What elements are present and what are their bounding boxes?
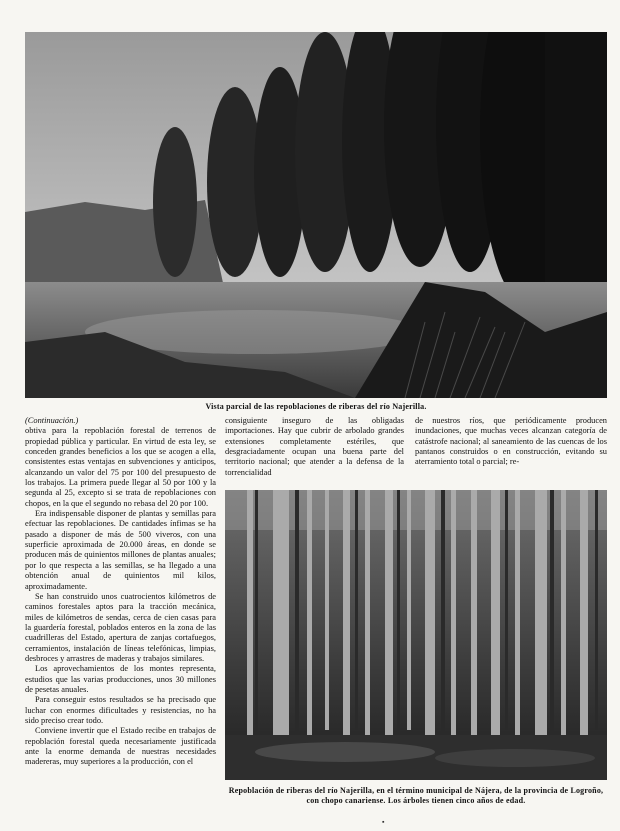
paragraph-text: obtiva para la repoblación forestal de terrenos de propiedad pública y particular. En virtud de esta ley, se conceden grandes beneficios a los que se acogen a ella, consistentes estas ventajas en subvenciones y anticipos, alcanzando un valor del 75 por 100 del presupuesto de los trabajos. La primera puede llegar al 50 por 100 y la segunda al 25, excepto si se trata de repoblaciones con chopos, en la que el segundo no rebasa del 20 por 100. — [25, 426, 216, 508]
page-mark: ▪ — [382, 818, 385, 826]
poplar-grove-photo — [225, 490, 607, 780]
article-paragraph: Se han construido unos cuatrocientos kilómetros de caminos forestales aptos para la tracción mecánica, miles de kilómetros de sendas, cerca de cien casas para la guardería forestal, poblados enteros en la zona de las cuadrilleras del Estado, apertura de zanjas cortafuegos, cerramientos, instalación de líneas telefónicas, limpias, desbroces y arrastres de maderas y trabajos similares. — [25, 591, 216, 663]
article-paragraph — [25, 416, 216, 509]
article-paragraph: consiguiente inseguro de las obligadas importaciones. Hay que cubrir de arbolado grandes extensiones completamente estériles, que desgraciadamente ocupan una buena parte del territorio nacional; que atender a la defensa de la torrencialidad — [225, 416, 404, 477]
continuation-label: (Continuación.) — [25, 416, 79, 425]
article-paragraph: Conviene invertir que el Estado recibe en trabajos de repoblación forestal queda necesariamente justificada ante la enorme demanda de nuestras necesidades madereras, muy superiores a la producción, con el — [25, 726, 216, 767]
poplar-grove-image — [225, 490, 607, 780]
article-column-3 — [415, 416, 607, 480]
bottom-photo-caption: Repoblación de riberas del río Najerilla, en el término municipal de Nájera, de la provincia de Logroño, con chopo canariense. Los árboles tienen cinco años de edad. — [228, 786, 604, 805]
article-column-2 — [225, 416, 404, 480]
article-column-1 — [25, 416, 216, 816]
top-photo-caption: Vista parcial de las repoblaciones de riberas del río Najerilla. — [205, 402, 427, 411]
riverside-plantation-photo — [25, 32, 607, 398]
article-paragraph: Los aprovechamientos de los montes representa, estudios que las varias producciones, unos 30 millones de pesetas anuales. — [25, 664, 216, 694]
riverside-plantation-image — [25, 32, 607, 398]
article-paragraph: Para conseguir estos resultados se ha precisado que luchar con enormes dificultades y resistencias, no ha sido preciso crear todo. — [25, 695, 216, 725]
article-paragraph: Era indispensable disponer de plantas y semillas para efectuar las repoblaciones. De cantidades ínfimas se ha pasado a disponer de más de 500 viveros, con una superficie aproximada de 20.000 áreas, en donde se producen más de quinientos millones de plantas anuales; por lo que respecta a las semillas, se ha llegado a una obtención anual de quinientos mil kilos, aproximadamente. — [25, 509, 216, 591]
article-paragraph: de nuestros ríos, que periódicamente producen inundaciones, que muchas veces alcanzan categoría de catástrofe nacional; al saneamiento de las cuencas de los pantanos construidos o en construcción, evitando su aterramiento total o parcial; re- — [415, 416, 607, 467]
